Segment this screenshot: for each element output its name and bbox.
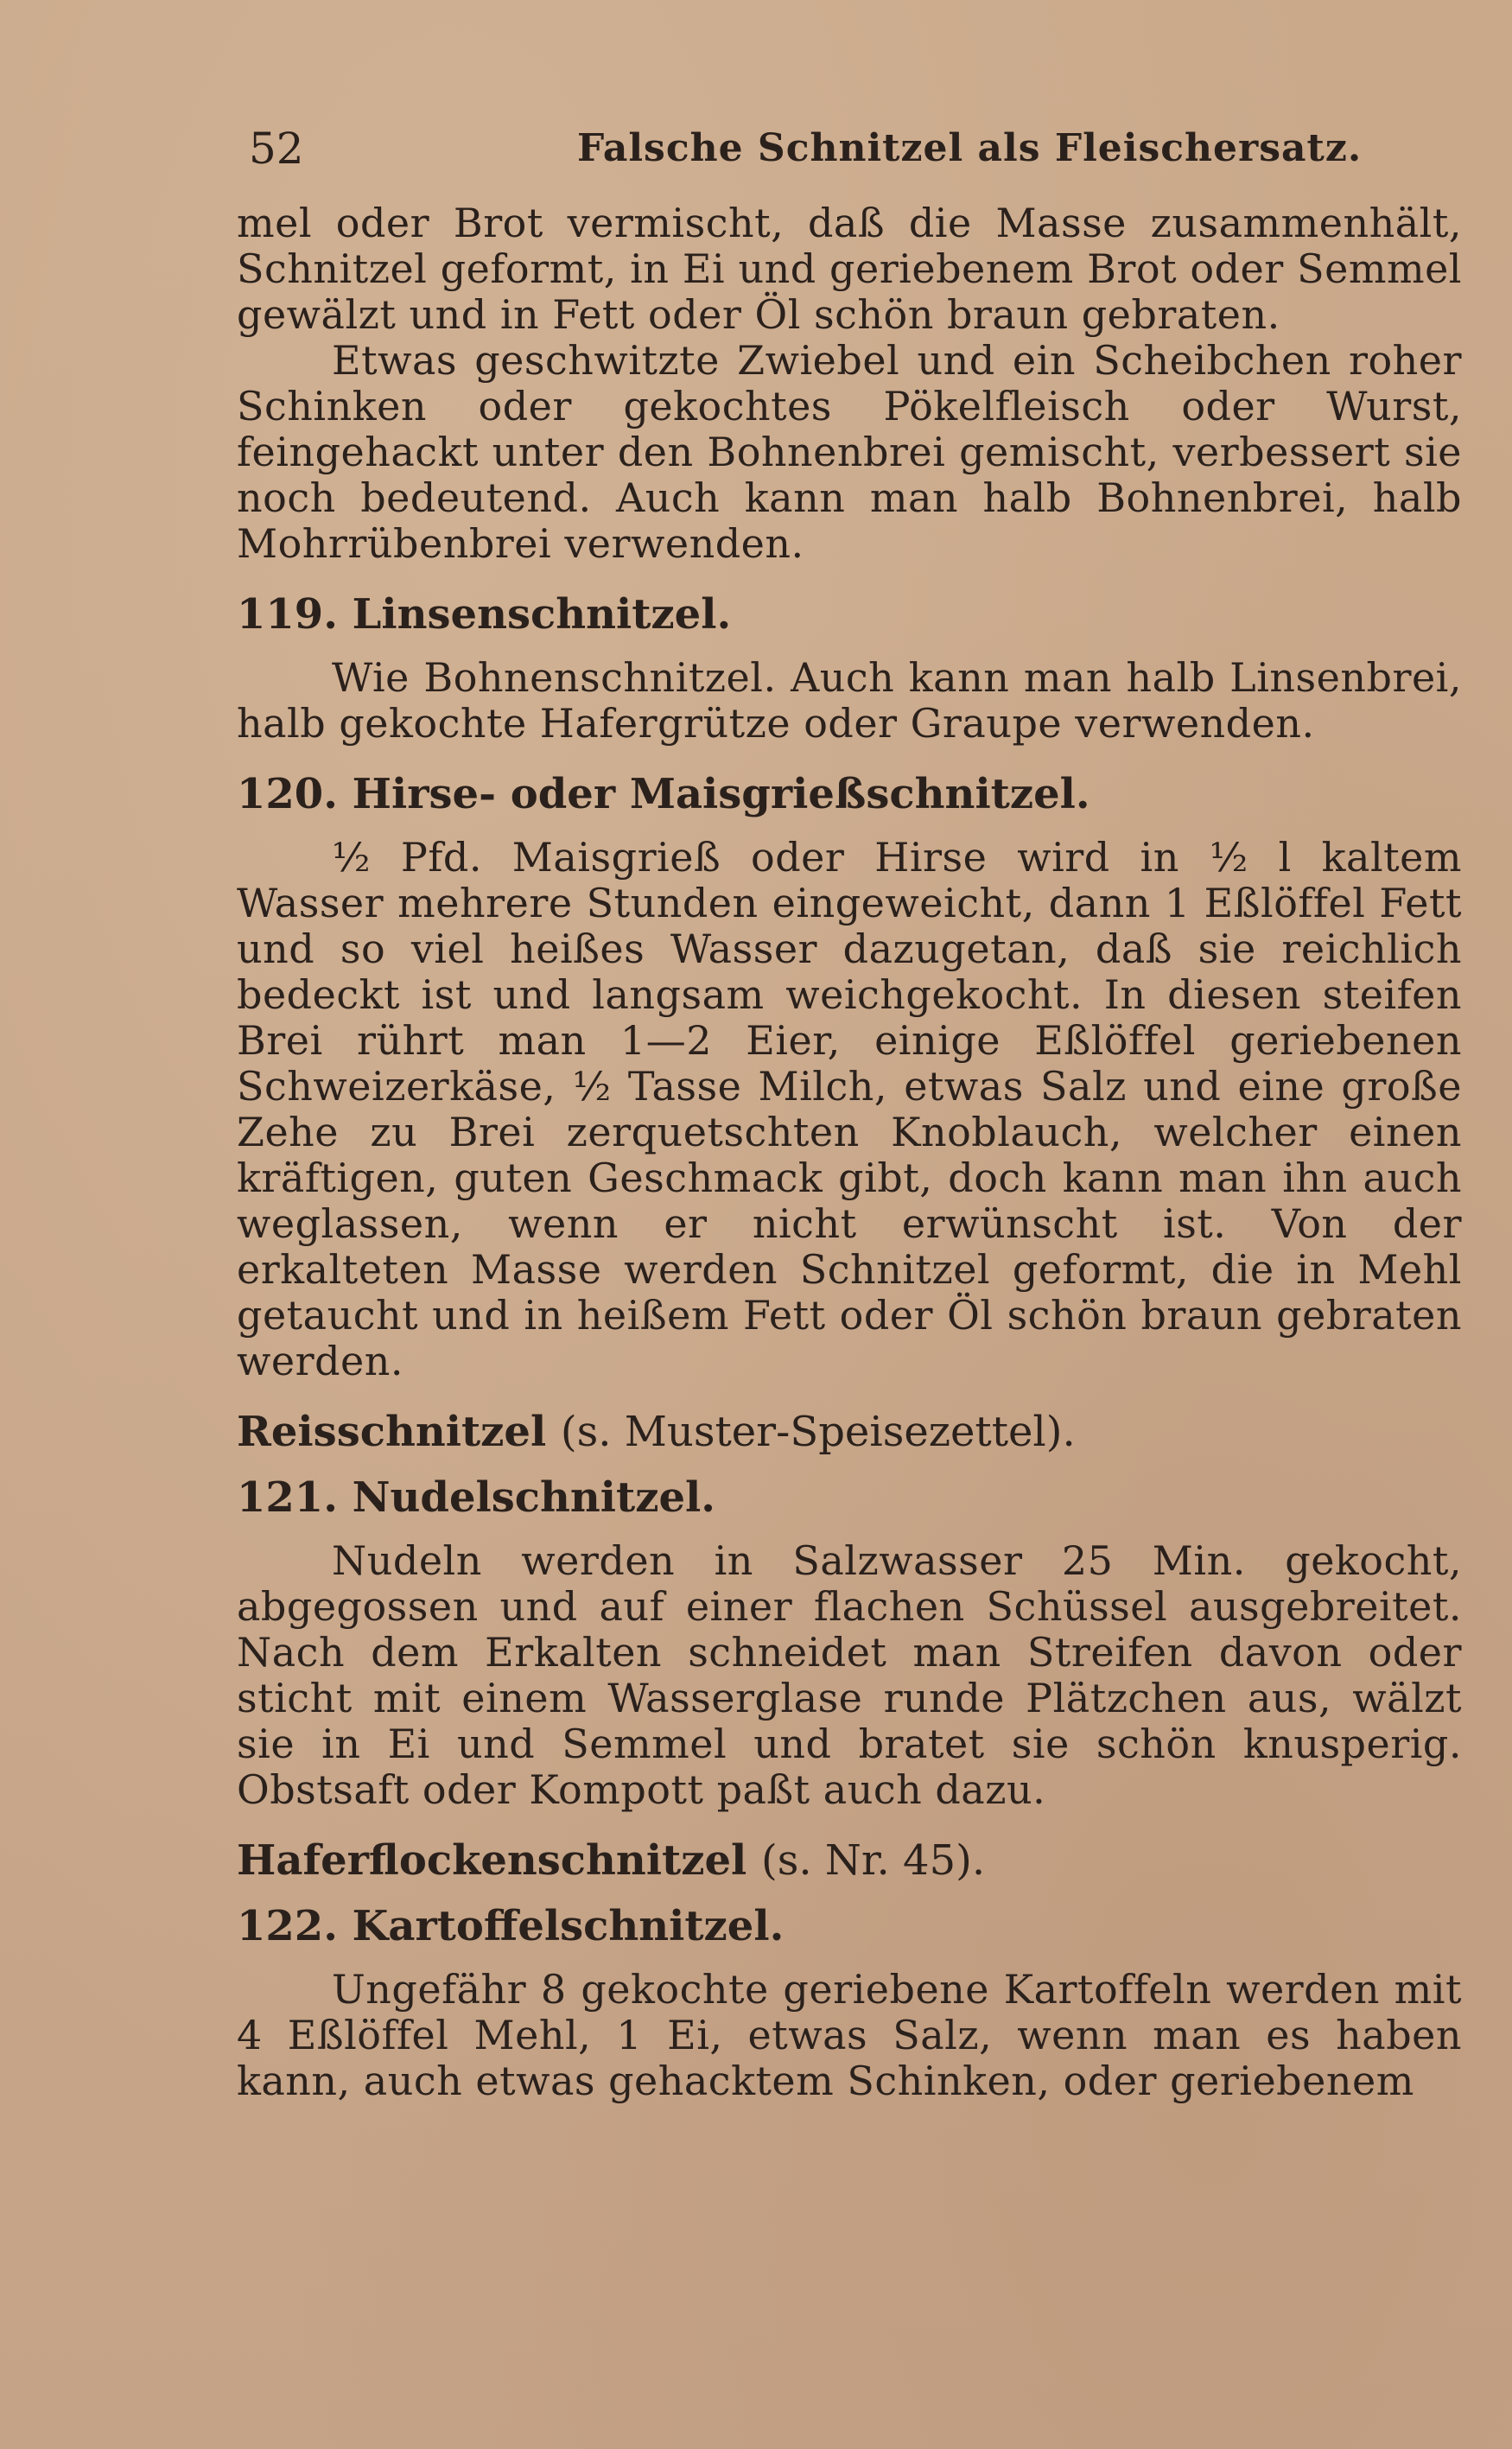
reference-note: (s. Muster-Speisezettel). — [560, 1408, 1076, 1456]
recipe-text-119: Wie Bohnenschnitzel. Auch kann man halb Linsenbrei, halb gekochte Hafergrütze oder Graupe verwenden. — [237, 654, 1462, 747]
page-body — [237, 200, 1462, 2104]
page-number: 52 — [249, 124, 304, 174]
paragraph-continuation-2: Etwas geschwitzte Zwiebel und ein Scheibchen roher Schinken oder gekochtes Pökelfleisch oder Wurst, feingehackt unter den Bohnenbrei gemischt, verbessert sie noch bedeutend. Auch kann man halb Bohnenbrei, halb Mohrrübenbrei verwenden. — [237, 337, 1462, 567]
recipe-title: Linsenschnitzel. — [352, 590, 732, 639]
reference-title: Haferflockenschnitzel — [237, 1836, 747, 1885]
recipe-title: Kartoffelschnitzel. — [352, 1902, 785, 1950]
paragraph-continuation: mel oder Brot vermischt, daß die Masse zusammenhält, Schnitzel geformt, in Ei und geriebenem Brot oder Semmel gewälzt und in Fett oder Öl schön braun gebraten. — [237, 200, 1462, 338]
recipe-number: 122. — [237, 1902, 338, 1950]
recipe-text-120: ½ Pfd. Maisgrieß oder Hirse wird in ½ l kaltem Wasser mehrere Stunden eingeweicht, dann 1 Eßlöffel Fett und so viel heißes Wasser dazugetan, daß sie reichlich bedeckt ist und langsam weichgekocht. In diesen steifen Brei rührt man 1—2 Eier, einige Eßlöffel geriebenen Schweizerkäse, ½ Tasse Milch, etwas Salz und eine große Zehe zu Brei zerquetschten Knoblauch, welcher einen kräftigen, guten Geschmack gibt, doch kann man ihn auch weglassen, wenn er nicht erwünscht ist. Von der erkalteten Masse werden Schnitzel geformt, die in Mehl getaucht und in heißem Fett oder Öl schön braun gebraten werden. — [237, 834, 1462, 1384]
reference-heading-hafer — [237, 1835, 1462, 1886]
recipe-number: 121. — [237, 1473, 338, 1522]
recipe-number: 119. — [237, 590, 338, 639]
recipe-number: 120. — [237, 770, 338, 818]
reference-heading-reis — [237, 1407, 1462, 1457]
reference-title: Reisschnitzel — [237, 1408, 547, 1456]
recipe-heading-121 — [237, 1473, 1462, 1523]
recipe-text-121: Nudeln werden in Salzwasser 25 Min. gekocht, abgegossen und auf einer flachen Schüssel ausgebreitet. Nach dem Erkalten schneidet man Streifen davon oder sticht mit einem Wasserglase runde Plätzchen aus, wälzt sie in Ei und Semmel und bratet sie schön knusperig. Obstsaft oder Kompott paßt auch dazu. — [237, 1537, 1462, 1813]
recipe-text-122: Ungefähr 8 gekochte geriebene Kartoffeln werden mit 4 Eßlöffel Mehl, 1 Ei, etwas Salz, wenn man es haben kann, auch etwas gehacktem Schinken, oder geriebenem — [237, 1966, 1462, 2104]
recipe-title: Nudelschnitzel. — [352, 1473, 715, 1522]
reference-note: (s. Nr. 45). — [760, 1836, 986, 1885]
running-head: Falsche Schnitzel als Fleischersatz. — [577, 126, 1363, 170]
recipe-title: Hirse- oder Maisgrießschnitzel. — [352, 770, 1090, 818]
recipe-heading-119 — [237, 589, 1462, 639]
recipe-heading-120 — [237, 769, 1462, 819]
recipe-heading-122 — [237, 1901, 1462, 1951]
page-header — [249, 114, 1458, 183]
